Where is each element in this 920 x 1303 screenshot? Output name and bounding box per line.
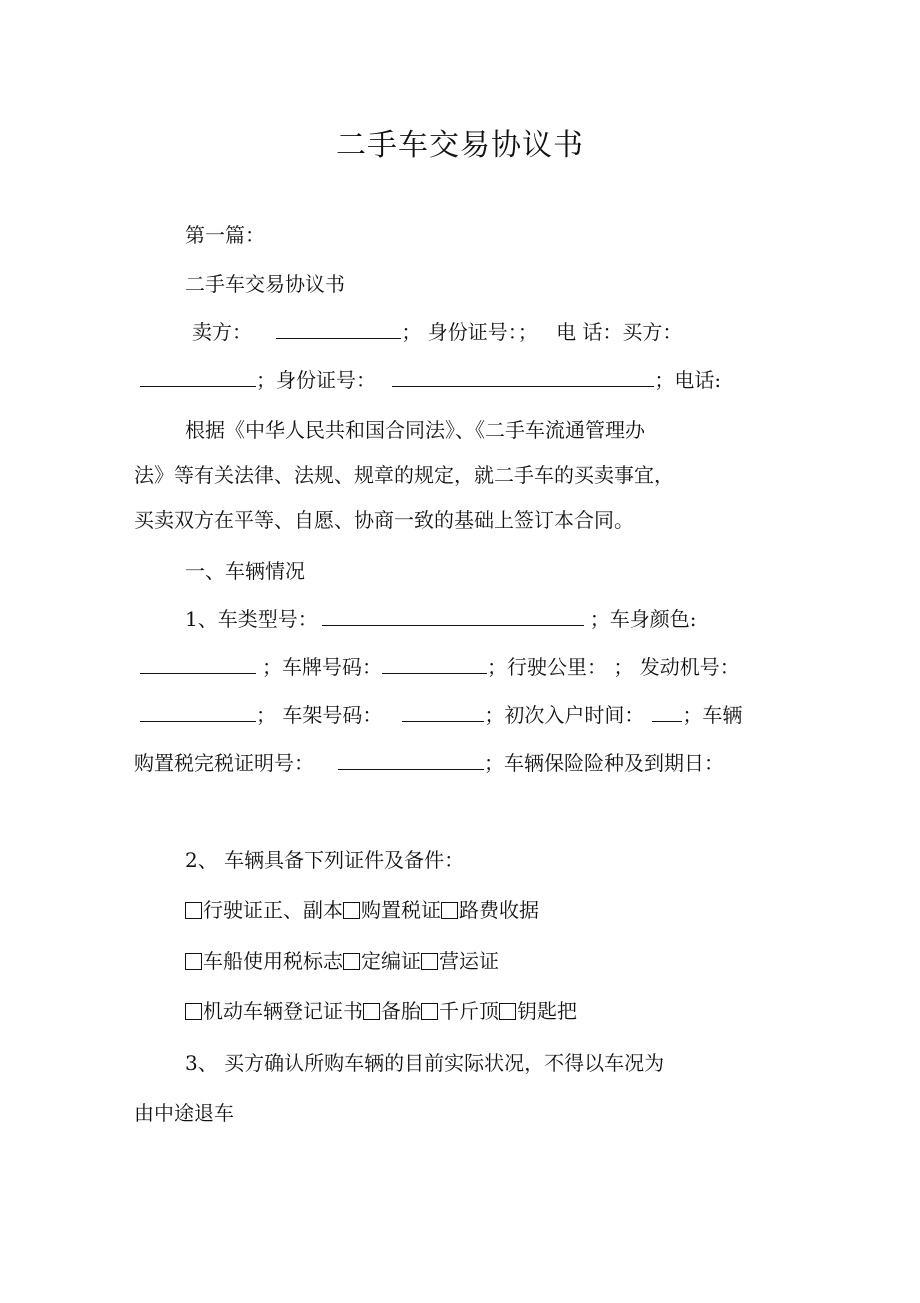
item-documents-heading: 2、 车辆具备下列证件及备件： xyxy=(185,848,465,872)
checkbox-icon[interactable] xyxy=(185,953,202,970)
tax-cert-blank xyxy=(338,751,484,770)
section-heading-vehicle: 一、车辆情况 xyxy=(185,559,305,583)
doc-keys: 钥匙把 xyxy=(517,999,577,1023)
buyer-phone-label: ；电话: xyxy=(654,368,722,392)
intro-line-1: 根据《中华人民共和国合同法》、《二手车流通管理办 xyxy=(185,418,645,442)
checkbox-icon[interactable] xyxy=(421,1003,438,1020)
doc-purchase-tax: 购置税证 xyxy=(361,898,441,922)
seller-label: 卖方： xyxy=(192,320,252,344)
checkbox-icon[interactable] xyxy=(185,1003,202,1020)
doc-toll-receipt: 路费收据 xyxy=(459,898,539,922)
color-label: ；车身颜色: xyxy=(589,607,697,631)
tax-cert-label: 购置税完税证明号： xyxy=(134,751,314,775)
item-3-line-2: 由中途退车 xyxy=(134,1101,234,1125)
checkbox-icon[interactable] xyxy=(343,953,360,970)
checkbox-icon[interactable] xyxy=(363,1003,380,1020)
seller-line xyxy=(192,319,682,345)
frame-label: ； 车架号码： xyxy=(256,703,383,727)
model-blank xyxy=(322,607,584,626)
frame-blank xyxy=(402,703,484,722)
model-label: 1、车类型号： xyxy=(185,607,318,631)
color-blank xyxy=(140,655,256,674)
insurance-label: ；车辆保险险种及到期日： xyxy=(484,751,724,775)
buyer-line xyxy=(140,367,721,393)
doc-jack: 千斤顶 xyxy=(439,999,499,1023)
seller-phone-label: 电 话：买方： xyxy=(556,320,683,344)
subtitle: 二手车交易协议书 xyxy=(185,272,345,296)
vehicle-line-2 xyxy=(140,654,740,680)
doc-registration-cert: 机动车辆登记证书 xyxy=(203,999,363,1023)
doc-quota-cert: 定编证 xyxy=(361,949,421,973)
engine-blank xyxy=(140,703,256,722)
vehicle-line-4 xyxy=(134,750,724,776)
separator: ； xyxy=(401,320,422,344)
checkbox-icon[interactable] xyxy=(441,902,458,919)
checkbox-icon[interactable] xyxy=(499,1003,516,1020)
seller-name-blank xyxy=(276,320,401,339)
vehicle-line-3 xyxy=(140,702,742,728)
plate-blank xyxy=(382,655,487,674)
plate-label: ；车牌号码： xyxy=(262,655,382,679)
doc-spare-tire: 备胎 xyxy=(381,999,421,1023)
intro-line-2: 法》等有关法律、法规、规章的规定，就二手车的买卖事宜， xyxy=(134,463,674,487)
checkbox-icon[interactable] xyxy=(185,902,202,919)
documents-row-2 xyxy=(185,948,499,974)
chapter-heading: 第一篇： xyxy=(185,223,265,247)
first-reg-blank xyxy=(652,703,682,722)
doc-operation-cert: 营运证 xyxy=(439,949,499,973)
doc-vessel-tax: 车船使用税标志 xyxy=(203,949,343,973)
seller-id-label: 身份证号：； xyxy=(427,320,538,344)
checkbox-icon[interactable] xyxy=(343,902,360,919)
intro-line-3: 买卖双方在平等、自愿、协商一致的基础上签订本合同。 xyxy=(134,508,634,532)
buyer-name-blank xyxy=(140,368,256,387)
documents-row-3 xyxy=(185,998,577,1024)
document-title: 二手车交易协议书 xyxy=(336,128,584,163)
mileage-engine-label: ；行驶公里： ； 发动机号： xyxy=(487,655,740,679)
first-reg-label: ；初次入户时间： xyxy=(484,703,645,727)
checkbox-icon[interactable] xyxy=(421,953,438,970)
vehicle-label: ；车辆 xyxy=(682,703,743,727)
buyer-id-blank xyxy=(392,368,654,387)
documents-row-1 xyxy=(185,897,539,923)
buyer-id-label: ；身份证号： xyxy=(256,368,376,392)
doc-driving-license: 行驶证正、副本 xyxy=(203,898,343,922)
vehicle-line-1 xyxy=(185,606,696,632)
item-3-line-1: 3、 买方确认所购车辆的目前实际状况，不得以车况为 xyxy=(185,1051,665,1075)
